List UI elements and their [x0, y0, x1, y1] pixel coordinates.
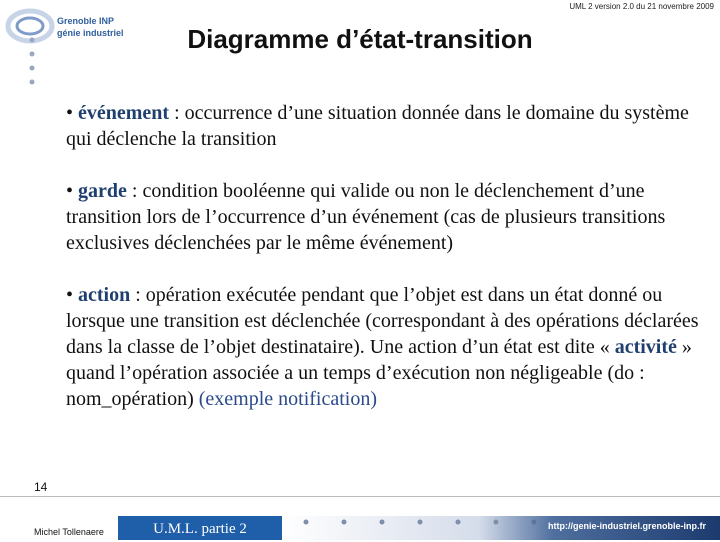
- bullet-garde: [66, 178, 702, 256]
- logo-line1: Grenoble INP: [57, 16, 115, 26]
- author: Michel Tollenaere: [34, 527, 104, 537]
- bullet-marker: •: [66, 180, 74, 202]
- footer-divider: [0, 496, 720, 497]
- bullet-text: : opération exécutée pendant que l’objet est dans un état donné ou lorsque une transition est déclenchée (correspondant à des opérations déclarées dans la classe de l’objet destinataire). Une action d’un état est dite «: [66, 284, 699, 358]
- bullet-marker: •: [66, 284, 74, 306]
- slide-content: [66, 100, 702, 438]
- term-garde: garde: [78, 180, 127, 202]
- bullet-evenement: [66, 100, 702, 152]
- slide-title: Diagramme d’état-transition: [187, 24, 533, 54]
- course-label: U.M.L. partie 2: [118, 516, 282, 540]
- bullet-marker: •: [66, 102, 74, 124]
- term-evenement: événement: [78, 102, 170, 124]
- logo-line2: génie industriel: [57, 28, 124, 38]
- version-text: UML 2 version 2.0 du 21 novembre 2009: [569, 2, 714, 11]
- bullet-text: : occurrence d’une situation donnée dans le domaine du système qui déclenche la transition: [66, 102, 689, 150]
- bullet-text: : condition booléenne qui valide ou non le déclenchement d’une transition lors de l’occurrence d’un événement (cas de plusieurs transitions exclusives déclenchées par le même événement): [66, 180, 666, 254]
- term-action: action: [78, 284, 131, 306]
- example-link[interactable]: (exemple notification): [198, 388, 378, 410]
- bullet-text-2: » quand l’opération associée a un temps d’exécution non négligeable (do : nom_opération): [66, 336, 692, 410]
- page-number: 14: [34, 480, 48, 494]
- footer-url[interactable]: http://genie-industriel.grenoble-inp.fr: [548, 521, 706, 531]
- term-activite: activité: [614, 336, 677, 358]
- bullet-action: [66, 282, 702, 412]
